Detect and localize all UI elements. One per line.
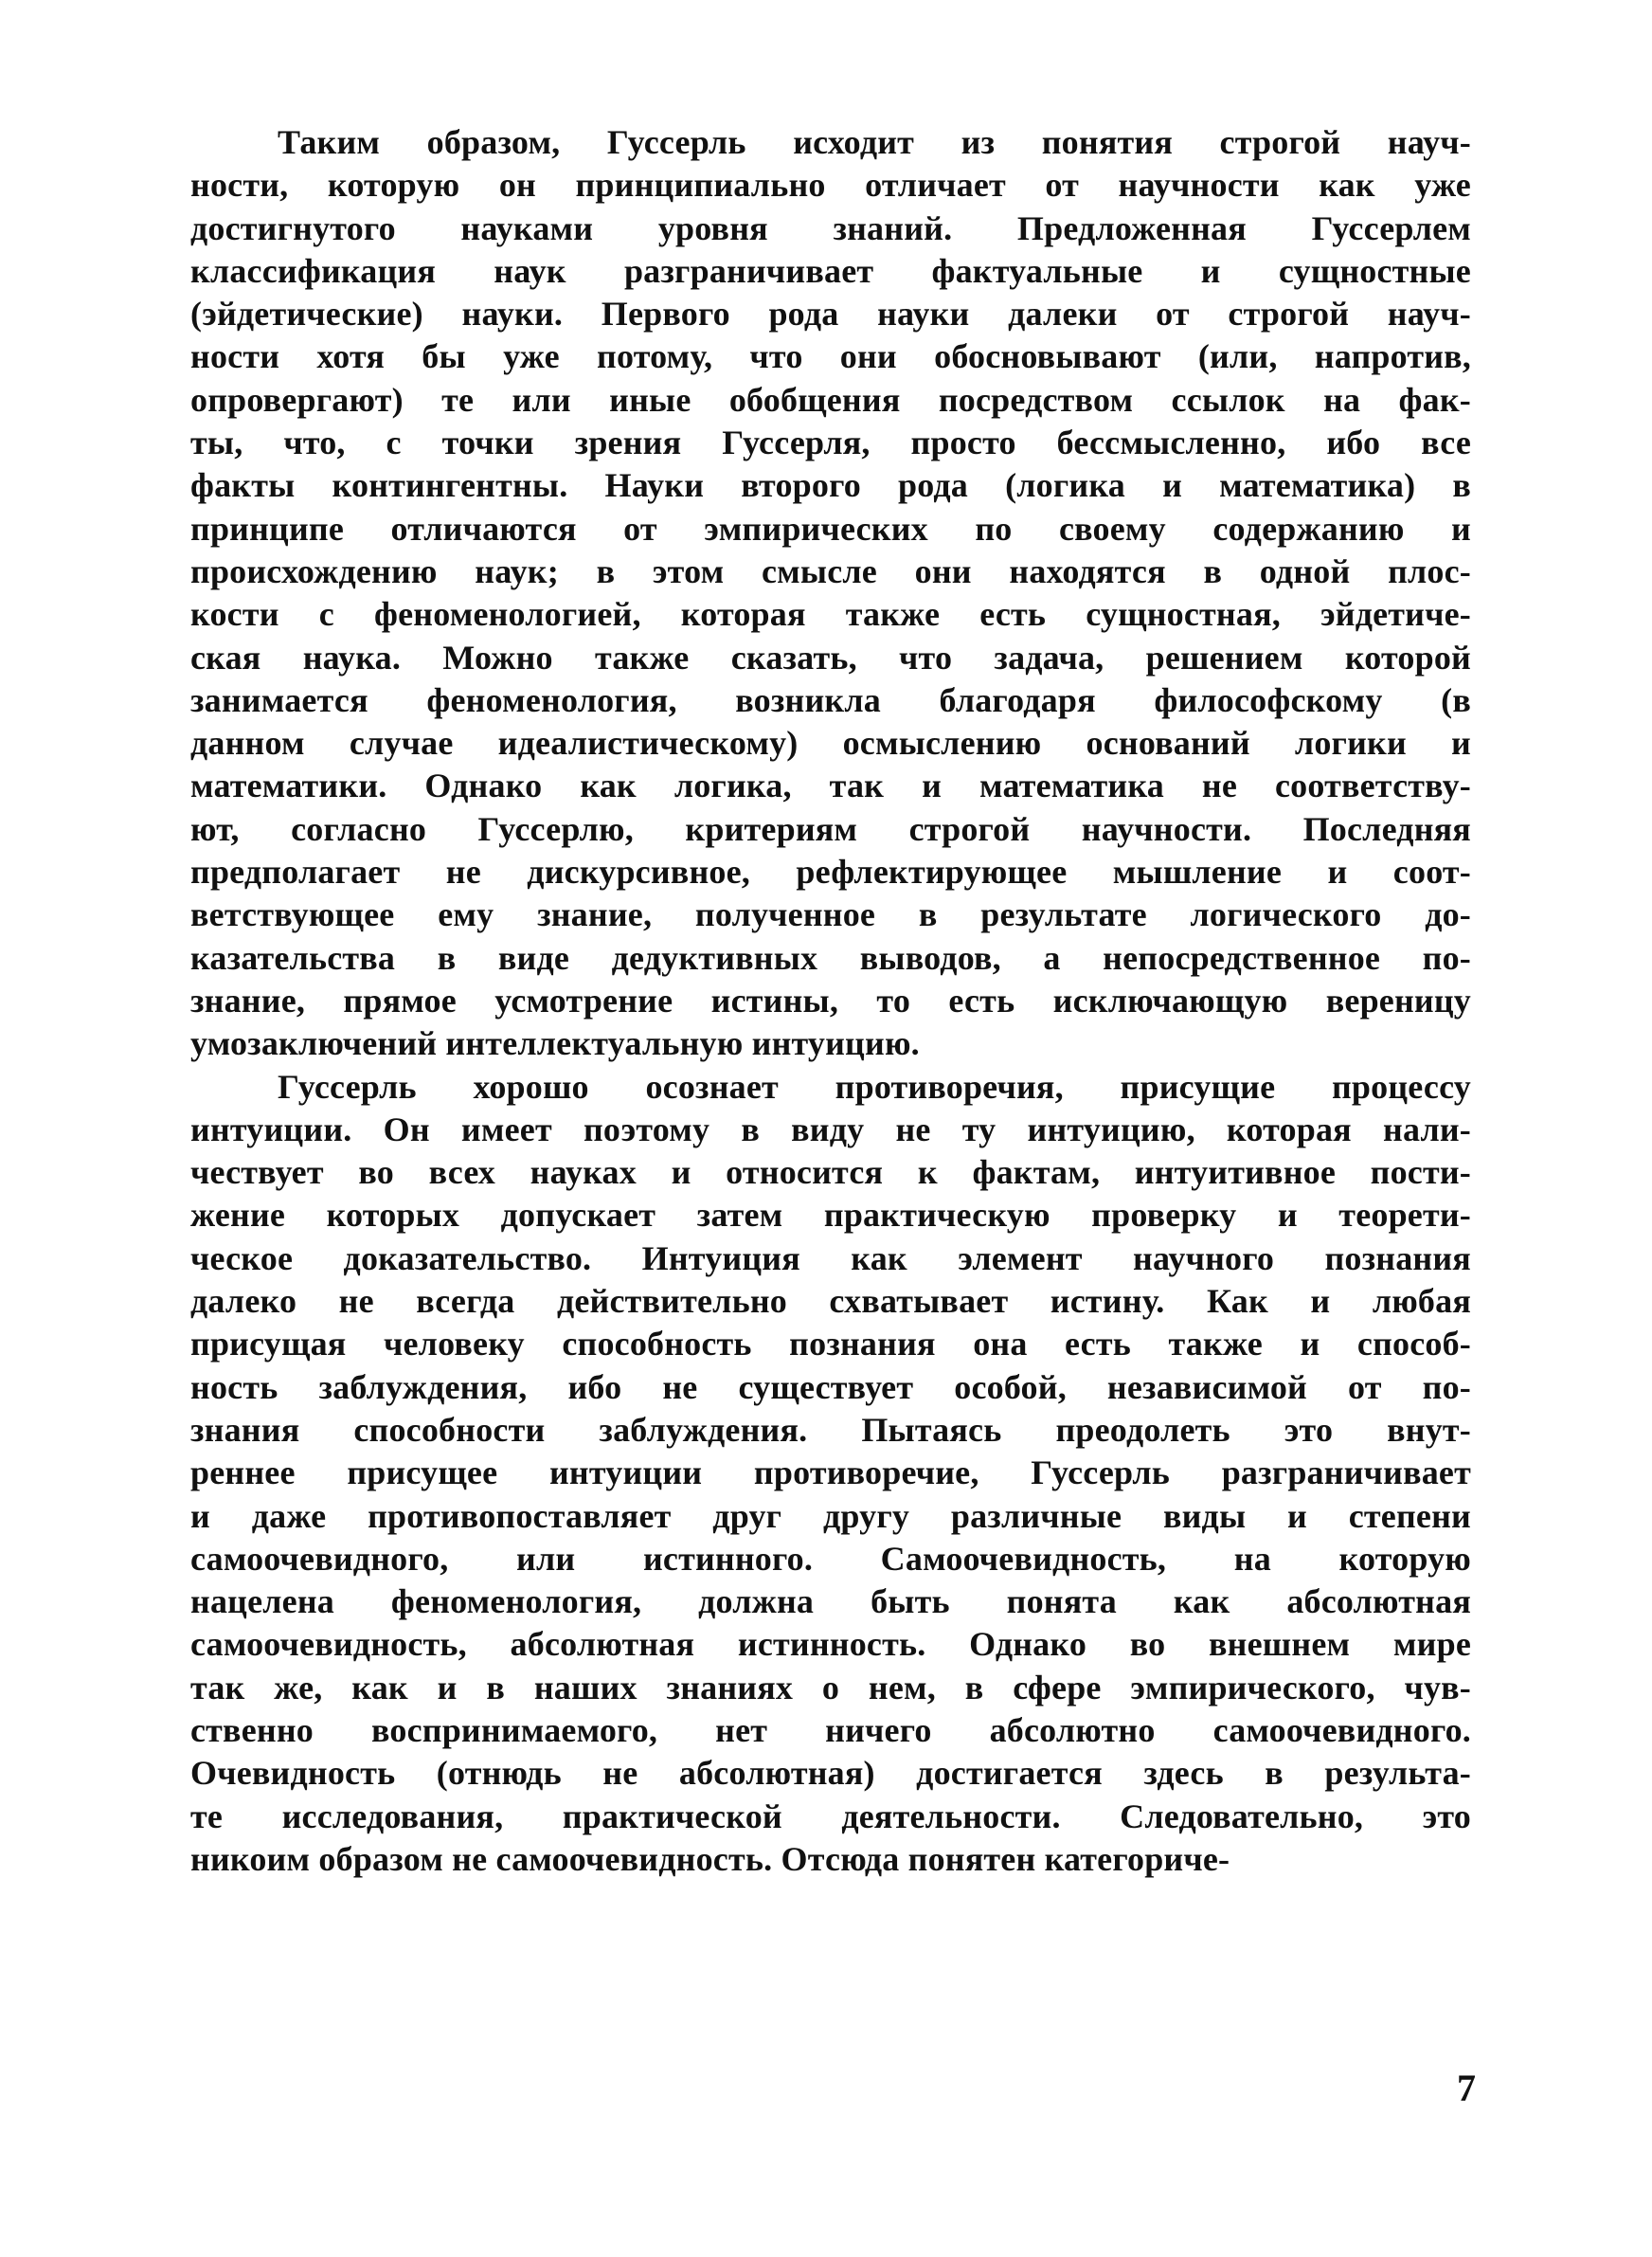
text-line: самоочевидного, или истинного. Самоочевидность, на которую xyxy=(190,1539,1471,1578)
text-line: Очевидность (отнюдь не абсолютная) достигается здесь в результа- xyxy=(190,1754,1471,1793)
text-line: данном случае идеалистическому) осмыслению оснований логики и xyxy=(190,724,1471,763)
text-line: Гуссерль хорошо осознает противоречия, присущие процессу xyxy=(278,1067,1471,1106)
text-line: казательства в виде дедуктивных выводов, а непосредственное по- xyxy=(190,938,1471,977)
text-line: Таким образом, Гуссерль исходит из понятия строгой науч- xyxy=(278,123,1471,161)
text-line: никоим образом не самоочевидность. Отсюда понятен категориче- xyxy=(190,1839,1230,1878)
text-line: интуиции. Он имеет поэтому в виду не ту интуицию, которая нали- xyxy=(190,1110,1471,1148)
text-line: знания способности заблуждения. Пытаясь преодолеть это внут- xyxy=(190,1410,1471,1449)
text-line: (эйдетические) науки. Первого рода науки далеки от строгой науч- xyxy=(190,295,1471,334)
page-number: 7 xyxy=(1457,2067,1476,2109)
text-line: далеко не всегда действительно схватывает истину. Как и любая xyxy=(190,1282,1471,1321)
text-line: ности, которую он принципиально отличает от научности как уже xyxy=(190,166,1471,205)
text-line: нацелена феноменология, должна быть понята как абсолютная xyxy=(190,1582,1471,1621)
body-text xyxy=(190,121,1471,1881)
text-line: присущая человеку способность познания она есть также и способ- xyxy=(190,1325,1471,1363)
text-line: достигнутого науками уровня знаний. Предложенная Гуссерлем xyxy=(190,208,1471,247)
text-line: умозаключений интеллектуальную интуицию. xyxy=(190,1024,920,1063)
text-line: те исследования, практической деятельности. Следовательно, это xyxy=(190,1797,1471,1835)
text-line: и даже противопоставляет друг другу различные виды и степени xyxy=(190,1496,1471,1535)
text-line: ственно воспринимаемого, нет ничего абсолютно самоочевидного. xyxy=(190,1710,1471,1749)
text-line: жение которых допускает затем практическую проверку и теорети- xyxy=(190,1196,1471,1235)
text-line: реннее присущее интуиции противоречие, Гуссерль разграничивает xyxy=(190,1454,1471,1492)
text-line: ческое доказательство. Интуиция как элемент научного познания xyxy=(190,1238,1471,1277)
paragraph-2 xyxy=(190,1066,1471,1882)
text-line: ность заблуждения, ибо не существует особой, независимой от по- xyxy=(190,1367,1471,1406)
text-line: факты контингентны. Науки второго рода (логика и математика) в xyxy=(190,466,1471,505)
text-line: опровергают) те или иные обобщения посредством ссылок на фак- xyxy=(190,380,1471,419)
text-line: ты, что, с точки зрения Гуссерля, просто бессмысленно, ибо все xyxy=(190,424,1471,462)
text-line: самоочевидность, абсолютная истинность. Однако во внешнем мире xyxy=(190,1625,1471,1664)
text-line: ская наука. Можно также сказать, что задача, решением которой xyxy=(190,638,1471,677)
text-line: ветствующее ему знание, полученное в результате логического до- xyxy=(190,895,1471,934)
text-line: так же, как и в наших знаниях о нем, в сфере эмпирического, чув- xyxy=(190,1668,1471,1706)
text-line: кости с феноменологией, которая также есть сущностная, эйдетиче- xyxy=(190,595,1471,634)
text-line: ют, согласно Гуссерлю, критериям строгой научности. Последняя xyxy=(190,809,1471,848)
text-line: чествует во всех науках и относится к фактам, интуитивное пости- xyxy=(190,1153,1471,1192)
text-line: классификация наук разграничивает фактуальные и сущностные xyxy=(190,251,1471,290)
text-line: занимается феноменология, возникла благодаря философскому (в xyxy=(190,680,1471,719)
paragraph-1 xyxy=(190,121,1471,1066)
text-line: знание, прямое усмотрение истины, то есть исключающую вереницу xyxy=(190,981,1471,1020)
text-line: ности хотя бы уже потому, что они обосновывают (или, напротив, xyxy=(190,337,1471,376)
text-line: предполагает не дискурсивное, рефлектирующее мышление и соот- xyxy=(190,853,1471,892)
text-line: математики. Однако как логика, так и математика не соответству- xyxy=(190,767,1471,805)
text-line: принципе отличаются от эмпирических по своему содержанию и xyxy=(190,509,1471,548)
text-line: происхождению наук; в этом смысле они находятся в одной плос- xyxy=(190,551,1471,590)
